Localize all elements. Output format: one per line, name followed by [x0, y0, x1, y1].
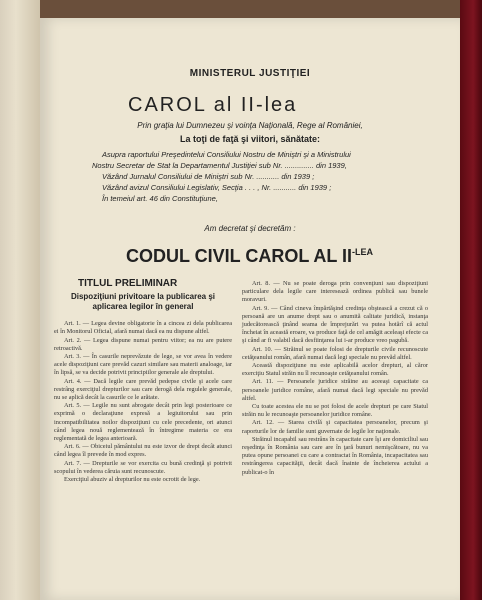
article-paragraph: Art. 6. — Obiceiul pământului nu este izvor de drept decât atunci când legea îl prevede în mod expres. — [54, 443, 232, 459]
article-paragraph: Exerciţiul abuziv al drepturilor nu este ocrotit de lege. — [64, 476, 201, 484]
article-paragraph: Art. 10. — Străinul se poate folosi de drepturile civile recunoscute cetăţeanului român, afară numai dacă legi speciale nu prevăd altfel. — [242, 345, 428, 361]
article-paragraph: Art. 3. — În casurile neprevăzute de lege, se vor avea în vedere acele dispoziţiuni care prevăd cazuri similare sau materii analoage, iar în lipsă, se va decide potrivit principiilor generale ale dreptului. — [54, 353, 232, 377]
section-subtitle: Dispoziţiuni privitoare la publicarea şi aplicarea legilor în general — [70, 292, 216, 312]
article-paragraph: Art. 5. — Legile nu sunt abrogate decât prin legi posterioare ce exprimă o declaraţiune expresă a legiuitorului sau prin incompatibilitatea noilor dispoziţiuni cu cele precedente, ori atunci când legea nouă reglementează în întregime materia ce era reglementată de legea anterioară. — [54, 402, 232, 443]
decree-line: Am decretat şi decretăm : — [204, 224, 296, 233]
article-paragraph: Această dispoziţiune nu este aplicabilă acelor drepturi, al căror exerciţiu Statul străin nu îl recunoaşte cetăţeanului român. — [242, 362, 428, 378]
preamble-line: Asupra raportului Preşedintelui Consiliului Nostru de Miniştri şi a Ministrului — [102, 150, 351, 159]
code-title — [126, 246, 373, 267]
preamble-line: Văzând avizul Consiliului Legislativ, Secţia . . . , Nr. ........... din 1939 ; — [102, 183, 332, 192]
right-column — [242, 280, 428, 477]
code-title-superscript: -LEA — [352, 247, 374, 257]
salutation: La toţi de faţă şi viitori, sănătate: — [179, 134, 321, 144]
left-column — [54, 280, 232, 484]
article-paragraph: Art. 12. — Starea civilă şi capacitatea persoanelor, precum şi raporturile lor de familie sunt guvernate de legile lor naţionale. — [242, 419, 428, 435]
article-paragraph: Art. 8. — Nu se poate deroga prin convenţiuni sau dispoziţiuni particulare dela legile care interesează ordinea publică sau bunele moravuri. — [242, 280, 428, 304]
by-grace-line: Prin graţia lui Dumnezeu şi voinţa Naţională, Rege al României, — [137, 121, 363, 130]
article-paragraph: Art. 7. — Drepturile se vor exercita cu bună credinţă şi potrivit scopului în vederea căruia sunt recunoscute. — [54, 459, 232, 475]
article-paragraph: Art. 2. — Legea dispune numai pentru viitor; ea nu are putere retroactivă. — [54, 336, 232, 352]
book-page — [40, 18, 460, 600]
preamble-line: În temeiul art. 46 din Constituţiune, — [102, 194, 218, 203]
ministry-heading: MINISTERUL JUSTIŢIEI — [189, 68, 311, 79]
article-paragraph: Cu toate acestea ele nu se pot folosi de acele drepturi pe care Statul străin nu le recunoaşte persoanelor juridice române. — [242, 403, 428, 419]
code-title-text: CODUL CIVIL CAROL AL II — [126, 246, 353, 266]
preamble — [92, 149, 432, 204]
king-title: CAROL al II-lea — [128, 94, 298, 116]
book-cover-edge — [460, 0, 482, 600]
section-title: TITLUL PRELIMINAR — [78, 278, 178, 289]
article-paragraph: Art. 9. — Când cineva împărtăşind credinţa obştească a crezut că o persoană are un anume drept sau o anumită calitate juridică, instanţa judecătorească ţinând seama de împrejurări va putea hotărî că actul încheiat în această eroare, va produce faţă de cel amăgit aceleaşi efecte ca şi când ar fi valabil dacă desfiinţarea lui i-ar produce vreo pagubă. — [242, 304, 428, 345]
book-page-edges — [0, 0, 40, 600]
article-paragraph: Art. 1. — Legea devine obligatorie în a cincea zi dela publicarea ei în Monitorul Oficial, afară numai dacă ea nu dispune altfel. — [54, 320, 232, 336]
article-paragraph: Art. 4. — Dacă legile care prevăd pedepse civile şi acele care restrâng exerciţiul drepturilor sau care derogă dela regulele generale, nu se aplică decât la casurile ce le arătate. — [54, 377, 232, 402]
preamble-line: Nostru Secretar de Stat la Departamentul Justiţiei sub Nr. .............. din 1939, — [92, 161, 347, 170]
article-paragraph: Art. 11. — Persoanele juridice străine au aceeaşi capacitate ca persoanele juridice române, afară numai dacă legi speciale nu prevăd altfel. — [242, 378, 428, 402]
article-paragraph: Străinul incapabil sau restrâns în capacitate care îşi are domiciliul sau reşedinţa în România sau care are în ţară bunuri nemişcătoare, nu va putea opune persoanei cu care a contractat în România, incapacitatea sau restrângerea capacităţii, decât dacă înainte de încheierea actului a publicat-o în — [242, 435, 428, 476]
preamble-line: Văzând Jurnalul Consiliului de Miniştri sub Nr. ........... din 1939 ; — [102, 172, 315, 181]
